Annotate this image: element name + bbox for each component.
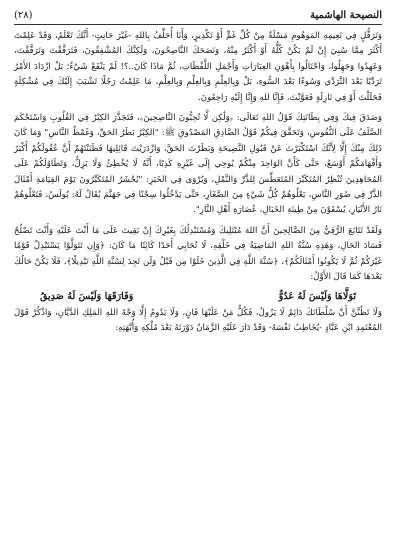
running-title: النصيحة الهاشمية: [310, 9, 382, 21]
text-line: مَاذَا كَانَ..؟! لَمْ يَنْفَعْ شَيْءٌ؛ بَلْ ازْدَادَ الأَمْرُ تَرَدِّيًا بَعْدَ التَّرَدِّي وَسُوءًا بَعْدَ السُّوءِ، بَلْ وَبِالعِلْمِ وَبِالعِلْمِ: [14, 61, 383, 88]
paragraph-1: [14, 29, 382, 106]
text-line: أَنَّ عُقُولَكُمْ أَكْبَرُ وَأَفْهَامَكُمْ أَوْسَعُ، حَتَّى كَأَنَّ الوَاحِدَ مِنْكُمْ يُوحِي إِلَى غَيْرِهِ كَذِبًا، أَنَّهُ لَا يُخْطِئُ: [14, 143, 383, 170]
verse-first-hemistich: تَوَلَّاهَا وَلَيْسَ لَهُ عَدُوٌّ: [278, 290, 356, 302]
text-line: المُتَكَبِّرُونَ يَوْمَ القِيَامَةِ أَمْثَالَ الذَّرِّ فِي صُوَرِ النَّاسِ، يَعْلُوهُمْ كُلُّ شَيْءٍ مِنَ الصَّغَارِ، حَتَّى: [14, 174, 382, 201]
header-rule: [14, 24, 382, 25]
text-line: رَاجِعُونَ.: [198, 92, 228, 103]
text-line: تَتَوَلَّوْا يَسْتَبْدِلْ قَوْمًا غَيْرَكُمْ ثُمَّ لَا يَكُونُوا أَمْثَالَكُمْ﴾، ﴿سُنَّةَ اللَّهِ فِي الَّذِينَ خَلَوْا مِن قَبْلُ وَلَن تَجِدَ: [14, 241, 382, 267]
text-line: وَلَا تَظُنَّنَّ أَنَّ سُلْطَانَكَ دَائِمٌ لَا يَزُولُ، فَكُلُّ مَنْ عَلَيْهَا فَانٍ، وَلَا يَدُومُ إِلَّا وَجْهُ اللهِ المَلِكِ الدَّيَّانِ،: [54, 307, 382, 318]
page-number: (٢٨): [14, 9, 33, 21]
text-line: أَهْلِ النَّارِ".: [193, 205, 231, 216]
document-body: [14, 29, 382, 337]
text-line: يَدْخُلُوا سِجْنًا فِي جَهَنَّمَ يُقَالُ لَهُ: بُولَسُ، فَتَعْلُوهُمْ نَارُ الأَنْيَارِ، يُسْقَوْنَ مِنْ طِينَةِ الخَبَالِ، عُصَارَةِ: [14, 190, 382, 216]
closing-paragraph: [14, 306, 382, 337]
poetry-verse: [14, 289, 382, 304]
text-line: وَصَدَقَ فِيكَ وَفِي بِطَانَتِكَ قَوْلُ اللهِ تَعَالَى: ﴿وَلَٰكِن لَّا تُحِبُّونَ النَّاصِحِينَ﴾، فَتَجَذَّرَ الكِبْرُ فِي: [77, 113, 382, 124]
page-header: [14, 8, 382, 22]
text-line: وَتَرَقُّلٍ فِي نَعِيمِهِ المَوهُومِ مَسْلَةٌ مِنْ كُلِّ غَمٍّ أَوْ تَكْدِيرٍ، وَأَنَا أُحَلِّفُ بِاللهِ -غَيْرَ حَانِثٍ- أَنَّكَ: [76, 31, 383, 41]
text-line: وَبِالعِلْمِ، مَا عَلِمْتُ رَجُلًا تَشْبَبَ إِلَيْكَ فِي مُشْكِلَةٍ فَحَلَلْتَ أَوْ فِي نَازِلَةٍ فَعَوَّنْتَ، فَإِنَّا للهِ وَإِنَّا إِلَيْهِ: [14, 77, 382, 103]
text-line: القُلُوبِ وَاسْتَحْكَمَ الصَّلَفُ عَلَى النُّفُوسِ، وَتَحَقَّقَ فِيكُمْ قَوْلُ الصَّادِقِ المَصْدُوقِ ﷺ: "الكِبْرُ: [14, 113, 383, 139]
verse-second-hemistich: وَفَارَقَهَا وَلَيْسَ لَهُ صَدِيقُ: [40, 290, 134, 302]
text-line: وَأَنْتَ تَصْلُحُ فَسَادَ الحَالِ، وَهَذِهِ سُنَّةُ اللهِ المَاضِيَةُ فِي خَلْقِهِ، لَا تُحَابِي أَحَدًا كَائِنًا مَا كَانَ: ﴿وَإِن: [14, 225, 382, 252]
text-line: المُشْفِقُونَ، فَتَرَفَّقْتَ وَتَرَقَّقْتَ، وَعَهِدُوا وَجَهِلُوا، وَاحْتَالُوا بِأَهْوَنِ العِبَارَاتِ وَأَجْمَلِ اللَّفْظَاتِ، ثُمَّ: [14, 46, 382, 72]
text-line: وَلَا يَزِلُّ، وَتَطَاوُلَكُمْ عَلَى المُجَاهِدِينَ تُنْظِرُ المُتَكَبِّرَ المُتَعَطِّسَ لِلذَّرِّ وَالنَّمْلِ، وَيُرْوَى فِي الخَبَرِ: "يُحْشَرُ: [14, 159, 383, 185]
text-line: بَطَرُ الحَقِّ، وَغَمْطُ النَّاسِ" وَمَا كَانَ ذَلِكَ مِنْكَ إِلَّا لِأَنَّكَ اسْتَكْبَرْتَ عَنْ قَبُولِ النَّصِيحَةِ وَبَطَرْتَ الحَقَّ، وَازْدَرَيْتَ قَائِلِيهَا فَظَنَنْتَهُمْ: [14, 128, 382, 154]
paragraph-3: [14, 224, 382, 286]
text-line: تَعْلَمُ، وَقَدْ عَلِمْتَ أَكْثَرَ مِمَّا سُبِيَ إِنْ لَمْ يَكُنْ كُلُّهُ أَوْ أَكْثَرُ مِنْهُ، وَنَصَحَكَ النَّاصِحُونَ، وَلَكِنَّكَ: [14, 31, 382, 57]
text-line: لِسُنَّةِ اللَّهِ تَبْدِيلًا﴾، فَلَا يَكُنْ حَالُكَ بَعْدَهَا كَمَا قَالَ الأَوَّلُ:: [14, 256, 382, 283]
text-line: وَاذْكُرْ قَوْلَ المُعْتَمِدِ ابْنِ عَبَّادٍ -يُخَاطِبُ نَفْسَهُ- وَقَدْ دَارَ عَلَيْهِ الزَّمَانُ دَوْرَتَهُ بَعْدَ مُلْكِهِ وَأُبَّهَتِهِ:: [14, 307, 382, 334]
text-line: وَلَقَدْ تَتَابَعَ الرُّقِيُّ مِنَ الصَّالِحِينَ أَنَّ اللهَ مُبْتَلِيكَ وَمُسْتَبْدِلُكَ بِغَيْرِكَ إِنْ بَقِيتَ عَلَى مَا أَنْتَ عَلَيْهِ: [56, 225, 383, 236]
paragraph-2: [14, 111, 382, 219]
